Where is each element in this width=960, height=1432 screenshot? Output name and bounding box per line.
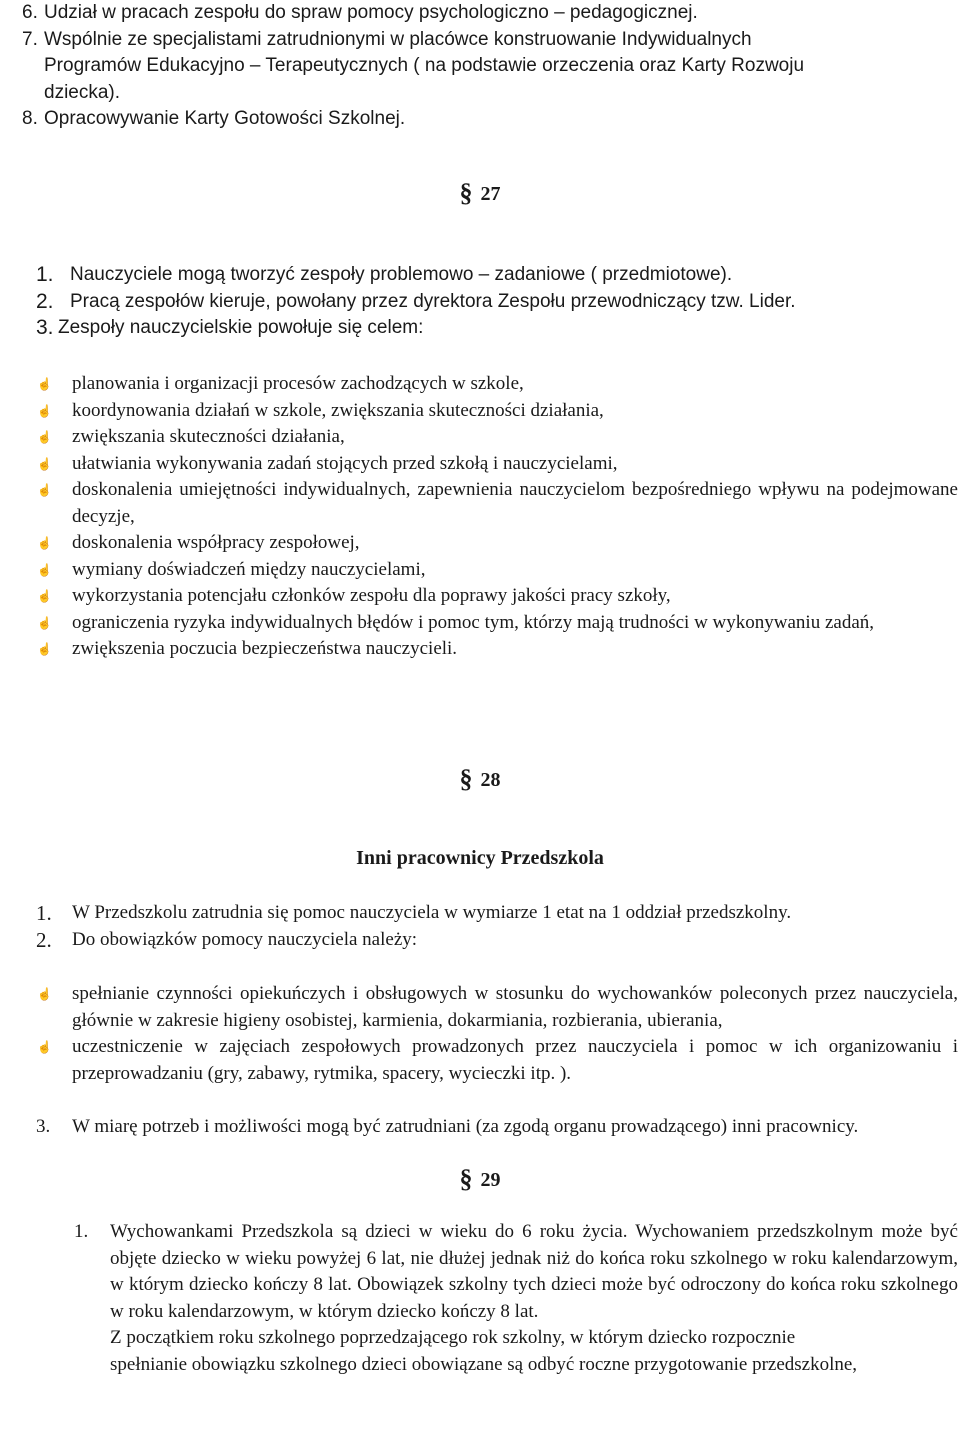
list-item: ☝ zwiększania skuteczności działania,: [30, 424, 958, 451]
section-27-bullets: [30, 371, 958, 663]
top-list: [22, 0, 852, 133]
list-item: ☝ doskonalenia współpracy zespołowej,: [30, 530, 958, 557]
list-item-continuation: Z początkiem roku szkolnego poprzedzającego rok szkolny, w którym dziecko rozpocznie spełnianie obowiązku szkolnego dzieci obowiązane są odbyć roczne przygotowanie przedszkolne,: [110, 1327, 858, 1375]
hand-bullet-icon: ☝: [37, 987, 52, 1001]
section-28-bullets: [30, 981, 958, 1087]
hand-bullet-icon: ☝: [37, 377, 52, 391]
hand-bullet-icon: ☝: [37, 1040, 52, 1054]
list-item: ☝ koordynowania działań w szkole, zwiększania skuteczności działania,: [30, 398, 958, 425]
section-29-title: § 29: [459, 1164, 501, 1193]
hand-bullet-icon: ☝: [37, 615, 52, 630]
list-item: 1. Wychowankami Przedszkola są dzieci w wieku do 6 roku życia. Wychowaniem przedszkolnym może być objęte dziecko w wieku powyżej 6 lat, nie dłużej jednak niż do końca roku szkolnego w roku kalendarzowym, w którym dziecko kończy 8 lat. Obowiązek szkolny tych dzieci może być odroczony do końca roku szkolnego w roku kalendarzowym, w którym dziecko kończy 8 lat.: [74, 1221, 958, 1322]
list-item: ☝ wymiany doświadczeń między nauczycielami,: [30, 557, 958, 584]
hand-bullet-icon: ☝: [37, 403, 52, 418]
list-item: 8. Opracowywanie Karty Gotowości Szkolnej.: [22, 108, 406, 129]
hand-bullet-icon: ☝: [37, 642, 52, 656]
list-item: 6. Udział w pracach zespołu do spraw pomocy psychologiczno – pedagogicznej.: [22, 2, 698, 23]
list-item: 2. Do obowiązków pomocy nauczyciela należy:: [36, 927, 418, 952]
hand-bullet-icon: ☝: [37, 536, 52, 550]
section-28-heading: Inni pracownicy Przedszkola: [356, 847, 604, 869]
list-item: 1. Nauczyciele mogą tworzyć zespoły problemowo – zadaniowe ( przedmiotowe).: [36, 263, 733, 286]
list-item: ☝ uczestniczenie w zajęciach zespołowych prowadzonych przez nauczyciela i pomoc w ich organizowaniu i przeprowadzaniu (gry, zabawy, rytmika, spacery, wycieczki itp. ).: [30, 1034, 958, 1087]
section-29-items: [74, 1219, 958, 1378]
list-item: 1. W Przedszkolu zatrudnia się pomoc nauczyciela w wymiarze 1 etat na 1 oddział przedszkolny.: [36, 901, 792, 925]
list-item: ☝ spełnianie czynności opiekuńczych i obsługowych w stosunku do wychowanków poleconych przez nauczyciela, głównie w zakresie higieny osobistej, karmienia, dokarmiania, rozbierania, ubierania,: [30, 981, 958, 1034]
list-item: ☝ wykorzystania potencjału członków zespołu dla poprawy jakości pracy szkoły,: [30, 583, 958, 610]
list-item: 7. Wspólnie ze specjalistami zatrudnionymi w placówce konstruowanie Indywidualnych Programów Edukacyjno – Terapeutycznych ( na podstawie orzeczenia oraz Karty Rozwoju dziecka).: [22, 28, 805, 103]
section-symbol: §: [459, 178, 473, 207]
section-27-items: [36, 262, 856, 342]
list-item: ☝ doskonalenia umiejętności indywidualnych, zapewnienia nauczycielom bezpośredniego wpływu na podejmowane decyzje,: [30, 477, 958, 530]
hand-bullet-icon: ☝: [37, 562, 52, 577]
hand-bullet-icon: ☝: [37, 483, 52, 497]
section-28-items: [36, 900, 958, 953]
list-item: 2. Pracą zespołów kieruje, powołany przez dyrektora Zespołu przewodniczący tzw. Lider.: [36, 289, 796, 313]
list-item: ☝ planowania i organizacji procesów zachodzących w szkole,: [30, 371, 958, 398]
list-item: ☝ zwiększenia poczucia bezpieczeństwa nauczycieli.: [30, 636, 958, 663]
hand-bullet-icon: ☝: [37, 589, 52, 603]
section-28-title: § 28: [459, 764, 501, 793]
list-item: ☝ ograniczenia ryzyka indywidualnych błędów i pomoc tym, którzy mają trudności w wykonywaniu zadań,: [30, 610, 958, 637]
list-item: ☝ ułatwiania wykonywania zadań stojących przed szkołą i nauczycielami,: [30, 451, 958, 478]
section-symbol: §: [459, 764, 473, 793]
section-symbol: §: [459, 1164, 473, 1193]
section-28-item-3: [36, 1114, 958, 1141]
hand-bullet-icon: ☝: [37, 430, 52, 444]
hand-bullet-icon: ☝: [37, 456, 52, 471]
section-27-title: § 27: [459, 178, 501, 207]
list-item: 3. W miarę potrzeb i możliwości mogą być zatrudniani (za zgodą organu prowadzącego) inni pracownicy.: [36, 1116, 859, 1137]
list-item: 3. Zespoły nauczycielskie powołuje się celem:: [36, 316, 424, 339]
